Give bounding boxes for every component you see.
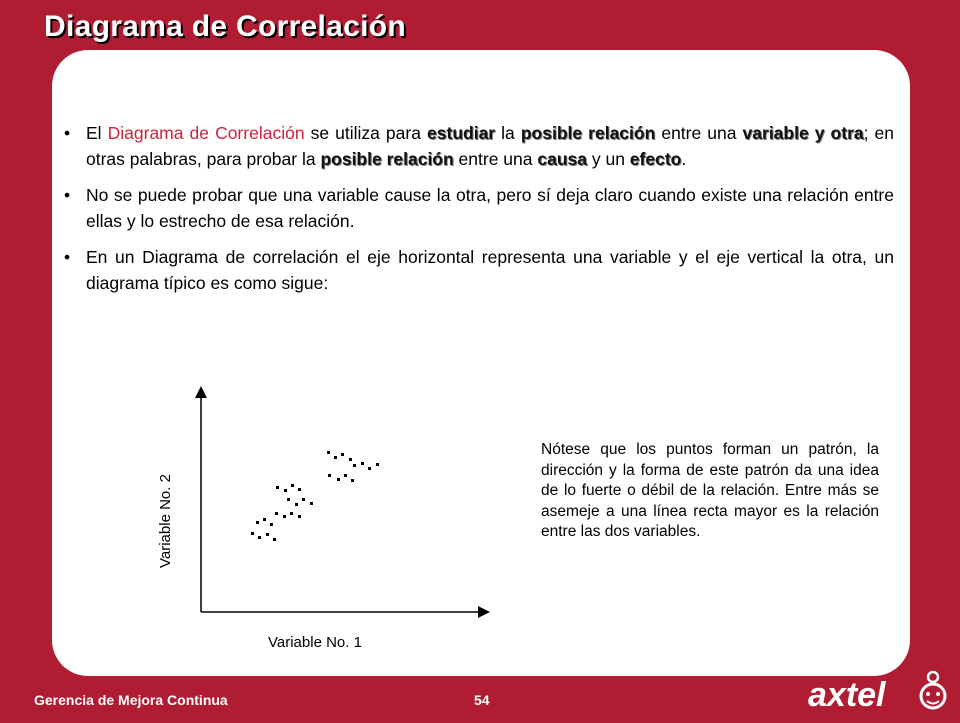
text-fragment: la — [495, 123, 521, 143]
text-fragment: y un — [586, 149, 630, 169]
emphasized-term: posible relación — [520, 123, 656, 143]
footer-department: Gerencia de Mejora Continua — [34, 692, 228, 708]
bullet-paragraph-3 — [62, 244, 894, 296]
y-axis-label: Variable No. 2 — [157, 474, 174, 568]
text-fragment: El — [86, 123, 108, 143]
emphasized-term: posible relación — [320, 149, 454, 169]
logo-wordmark: axtel — [808, 676, 886, 714]
scatter-points — [251, 451, 379, 541]
bullet-symbol: • — [64, 247, 71, 267]
highlighted-term: Diagrama de Correlación — [107, 123, 305, 143]
x-axis-label: Variable No. 1 — [268, 634, 362, 651]
bullet-symbol: • — [64, 123, 71, 143]
explanatory-note: Nótese que los puntos forman un patrón, la dirección y la forma de este patrón da una idea de lo fuerte o débil de la relación. Entre más se asemeje a una línea recta mayor es la relación entre las dos variables. — [541, 441, 879, 540]
bullet-symbol: • — [64, 185, 71, 205]
bullet-paragraph-2 — [62, 182, 894, 234]
scatter-plot-graphic — [150, 378, 510, 668]
bullet-text: En un Diagrama de correlación el eje horizontal representa una variable y el eje vertical la otra, un diagrama típico es como sigue: — [86, 247, 894, 293]
emphasized-term: efecto — [629, 149, 682, 169]
slide-title: Diagrama de Correlación — [44, 10, 407, 43]
bullet-text: No se puede probar que una variable cause la otra, pero sí deja claro cuando existe una relación entre ellas y lo estrecho de esa relación. — [86, 185, 894, 231]
axtel-logo — [806, 662, 956, 718]
text-fragment: . — [681, 149, 687, 169]
text-fragment: entre una — [655, 123, 743, 143]
text-fragment: ; en otras palabras, para probar la — [86, 123, 894, 169]
axtel-logo-icon — [806, 662, 956, 718]
emphasized-term: causa — [537, 149, 587, 169]
scatter-diagram — [150, 378, 510, 668]
emphasized-term: estudiar — [427, 123, 496, 143]
text-fragment: entre una — [453, 149, 538, 169]
emphasized-term: variable y otra — [742, 123, 864, 143]
bullet-list — [62, 120, 894, 306]
page-number: 54 — [474, 692, 490, 708]
text-fragment: se utiliza para — [304, 123, 428, 143]
bullet-paragraph-1 — [62, 120, 894, 172]
